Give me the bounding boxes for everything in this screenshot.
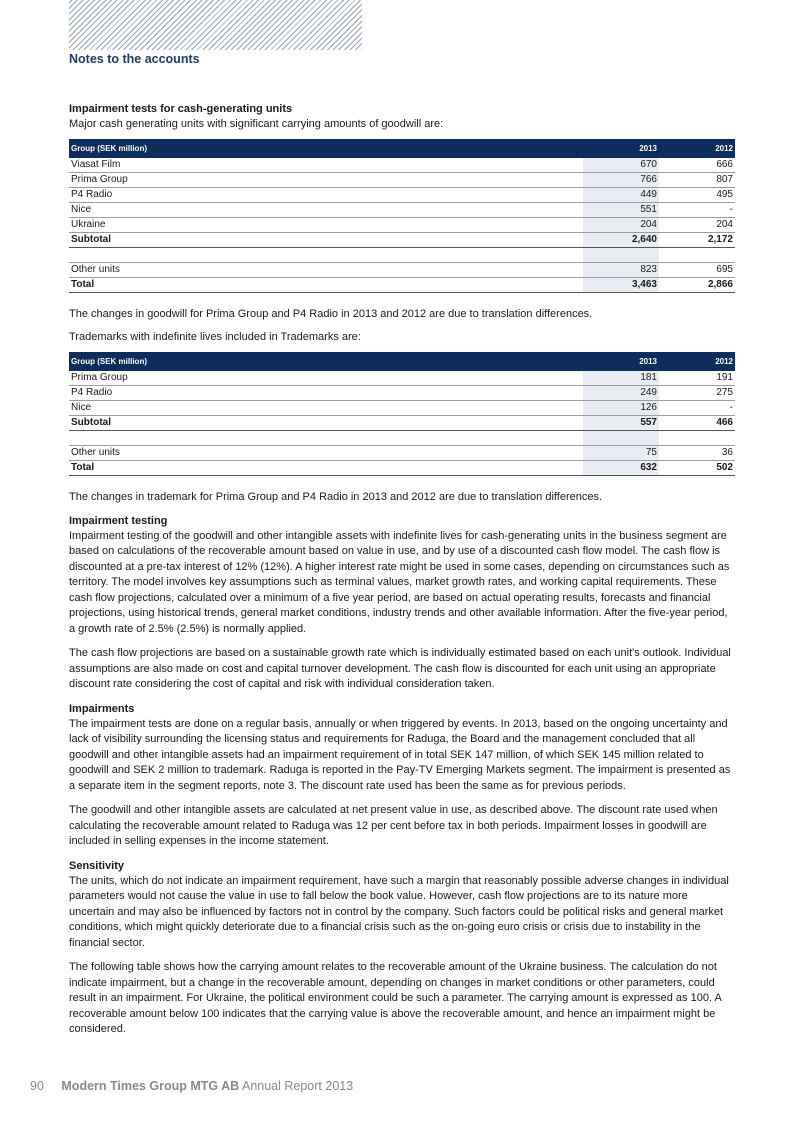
- table-row: [69, 446, 735, 461]
- trademarks-intro: Trademarks with indefinite lives included in Trademarks are:: [69, 330, 361, 343]
- row-label: Prima Group: [69, 173, 583, 188]
- subtotal-row: [69, 233, 735, 248]
- trademarks-col-2012: 2012: [659, 352, 735, 371]
- impairment-testing-p1: Impairment testing of the goodwill and other intangible assets with indefinite lives for cash-generating units in the business segment are based on calculations of the recoverable amount based on value in use, and by use of a discounted cash flow model. The cash flow is discounted at a pre-tax interest of 12% (12%). A higher interest rate might be used in some cases, depending on circumstances such as territory. The model involves key assumptions such as terminal values, market growth rates, and working capital requirements. These cash flow projections, calculated over a minimum of a five year period, are based on actual operating results, forecasts and financial projections, using historical trends, general market conditions, industry trends and other available information. After the five-year period, a growth rate of 2.5% (2.5%) is normally applied.: [69, 529, 730, 635]
- row-label: Total: [69, 461, 583, 476]
- sensitivity-p1: The units, which do not indicate an impairment requirement, have such a margin that reasonably possible adverse changes in individual parameters would not cause the value in use to fall below the book value. However, cash flow projections are to its nature more uncertain and may also be influenced by factors not in control by the company. Such factors could be political risks and general market conditions, which might quickly deteriorate due to a financial crisis such as the on-going euro crisis or crisis due to instability in the financial sector.: [69, 874, 729, 949]
- value-2013: 823: [583, 263, 659, 278]
- value-2012: 2,172: [659, 233, 735, 248]
- sensitivity-p2: The following table shows how the carrying amount relates to the recoverable amount of the Ukraine business. The calculation do not indicate impairment, but a change in the recoverable amount, depending on changes in market conditions or other parameters, could result in an impairment. For Ukraine, the political environment could be such a parameter. The carrying amount is expressed as 100. A recoverable amount below 100 indicates that the carrying value is above the recoverable amount, and hence an impairment might be considered.: [69, 961, 722, 1035]
- value-2012: 2,866: [659, 278, 735, 293]
- row-label: Subtotal: [69, 233, 583, 248]
- value-2013: 449: [583, 188, 659, 203]
- value-2013: 3,463: [583, 278, 659, 293]
- goodwill-table: [69, 139, 735, 293]
- table-row: [69, 173, 735, 188]
- impairment-testing-p2: The cash flow projections are based on a sustainable growth rate which is individually estimated based on each unit's outlook. Individual assumptions are also made on cost and capital turnover development. The cash flow is discounted for each unit using an appropriate discount rate considering the cost of capital and risk with individual consideration taken.: [69, 647, 731, 690]
- page-footer: [30, 1079, 353, 1093]
- value-2013: 551: [583, 203, 659, 218]
- row-label: Total: [69, 278, 583, 293]
- trademarks-note: The changes in trademark for Prima Group and P4 Radio in 2013 and 2012 are due to translation differences.: [69, 491, 603, 503]
- value-2012: 191: [659, 371, 735, 386]
- goodwill-heading: Impairment tests for cash-generating units: [69, 103, 293, 115]
- value-2013: 75: [583, 446, 659, 461]
- row-label: Other units: [69, 446, 583, 461]
- total-row: [69, 461, 735, 476]
- table-row: [69, 371, 735, 386]
- impairments-heading: Impairments: [69, 702, 135, 715]
- value-2012: 495: [659, 188, 735, 203]
- sensitivity-heading: Sensitivity: [69, 859, 125, 872]
- value-2013: 766: [583, 173, 659, 188]
- goodwill-col-2012: 2012: [659, 139, 735, 158]
- trademarks-col-group: Group (SEK million): [69, 352, 583, 371]
- trademarks-col-2013: 2013: [583, 352, 659, 371]
- goodwill-col-group: Group (SEK million): [69, 139, 583, 158]
- row-label: P4 Radio: [69, 188, 583, 203]
- value-2012: 666: [659, 158, 735, 173]
- row-label: Prima Group: [69, 371, 583, 386]
- value-2012: 807: [659, 173, 735, 188]
- value-2012: 36: [659, 446, 735, 461]
- page-number: 90: [30, 1079, 44, 1093]
- value-2012: 502: [659, 461, 735, 476]
- value-2012: -: [659, 401, 735, 416]
- impairment-testing-heading: Impairment testing: [69, 514, 168, 527]
- total-row: [69, 278, 735, 293]
- spacer-row: [69, 248, 735, 263]
- trademarks-table: [69, 352, 735, 476]
- notes-content: [69, 102, 735, 1038]
- row-label: Viasat Film: [69, 158, 583, 173]
- value-2013: 670: [583, 158, 659, 173]
- table-row: [69, 158, 735, 173]
- table-row: [69, 203, 735, 218]
- row-label: Ukraine: [69, 218, 583, 233]
- table-row: [69, 386, 735, 401]
- table-row: [69, 263, 735, 278]
- table-row: [69, 188, 735, 203]
- value-2013: 249: [583, 386, 659, 401]
- impairments-p2: The goodwill and other intangible assets are calculated at net present value in use, as described above. The discount rate used when calculating the recoverable amount related to Raduga was 12 per cent before tax in both periods. Impairment losses in goodwill are included in selling expenses in the income statement.: [69, 804, 718, 847]
- value-2012: 204: [659, 218, 735, 233]
- spacer-row: [69, 431, 735, 446]
- goodwill-note: The changes in goodwill for Prima Group and P4 Radio in 2013 and 2012 are due to translation differences.: [69, 308, 593, 320]
- goodwill-intro: Major cash generating units with significant carrying amounts of goodwill are:: [69, 118, 444, 130]
- value-2013: 2,640: [583, 233, 659, 248]
- subtotal-row: [69, 416, 735, 431]
- row-label: Nice: [69, 203, 583, 218]
- header-hatch-decoration: [69, 0, 362, 50]
- value-2012: 275: [659, 386, 735, 401]
- footer-company: Modern Times Group MTG AB: [61, 1079, 240, 1093]
- table-row: [69, 401, 735, 416]
- impairments-p1: The impairment tests are done on a regular basis, annually or when triggered by events. In 2013, based on the ongoing uncertainty and lack of visibility surrounding the licensing status and requirements for Raduga, the Board and the management concluded that all goodwill and other intangible assets had an impairment requirement of in total SEK 147 million, of which SEK 145 million related to goodwill and SEK 2 million to trademark. Raduga is reported in the Pay-TV Emerging Markets segment. The impairment is presented as a separate item in the segment reports, note 3. The discount rate used has been the same as for previous periods.: [69, 717, 731, 792]
- table-row: [69, 218, 735, 233]
- row-label: Other units: [69, 263, 583, 278]
- value-2013: 557: [583, 416, 659, 431]
- value-2012: -: [659, 203, 735, 218]
- value-2012: 695: [659, 263, 735, 278]
- row-label: P4 Radio: [69, 386, 583, 401]
- value-2013: 126: [583, 401, 659, 416]
- row-label: Subtotal: [69, 416, 583, 431]
- value-2013: 632: [583, 461, 659, 476]
- goodwill-col-2013: 2013: [583, 139, 659, 158]
- row-label: Nice: [69, 401, 583, 416]
- value-2012: 466: [659, 416, 735, 431]
- value-2013: 204: [583, 218, 659, 233]
- section-title: Notes to the accounts: [69, 52, 200, 66]
- value-2013: 181: [583, 371, 659, 386]
- footer-report: Annual Report 2013: [241, 1079, 354, 1093]
